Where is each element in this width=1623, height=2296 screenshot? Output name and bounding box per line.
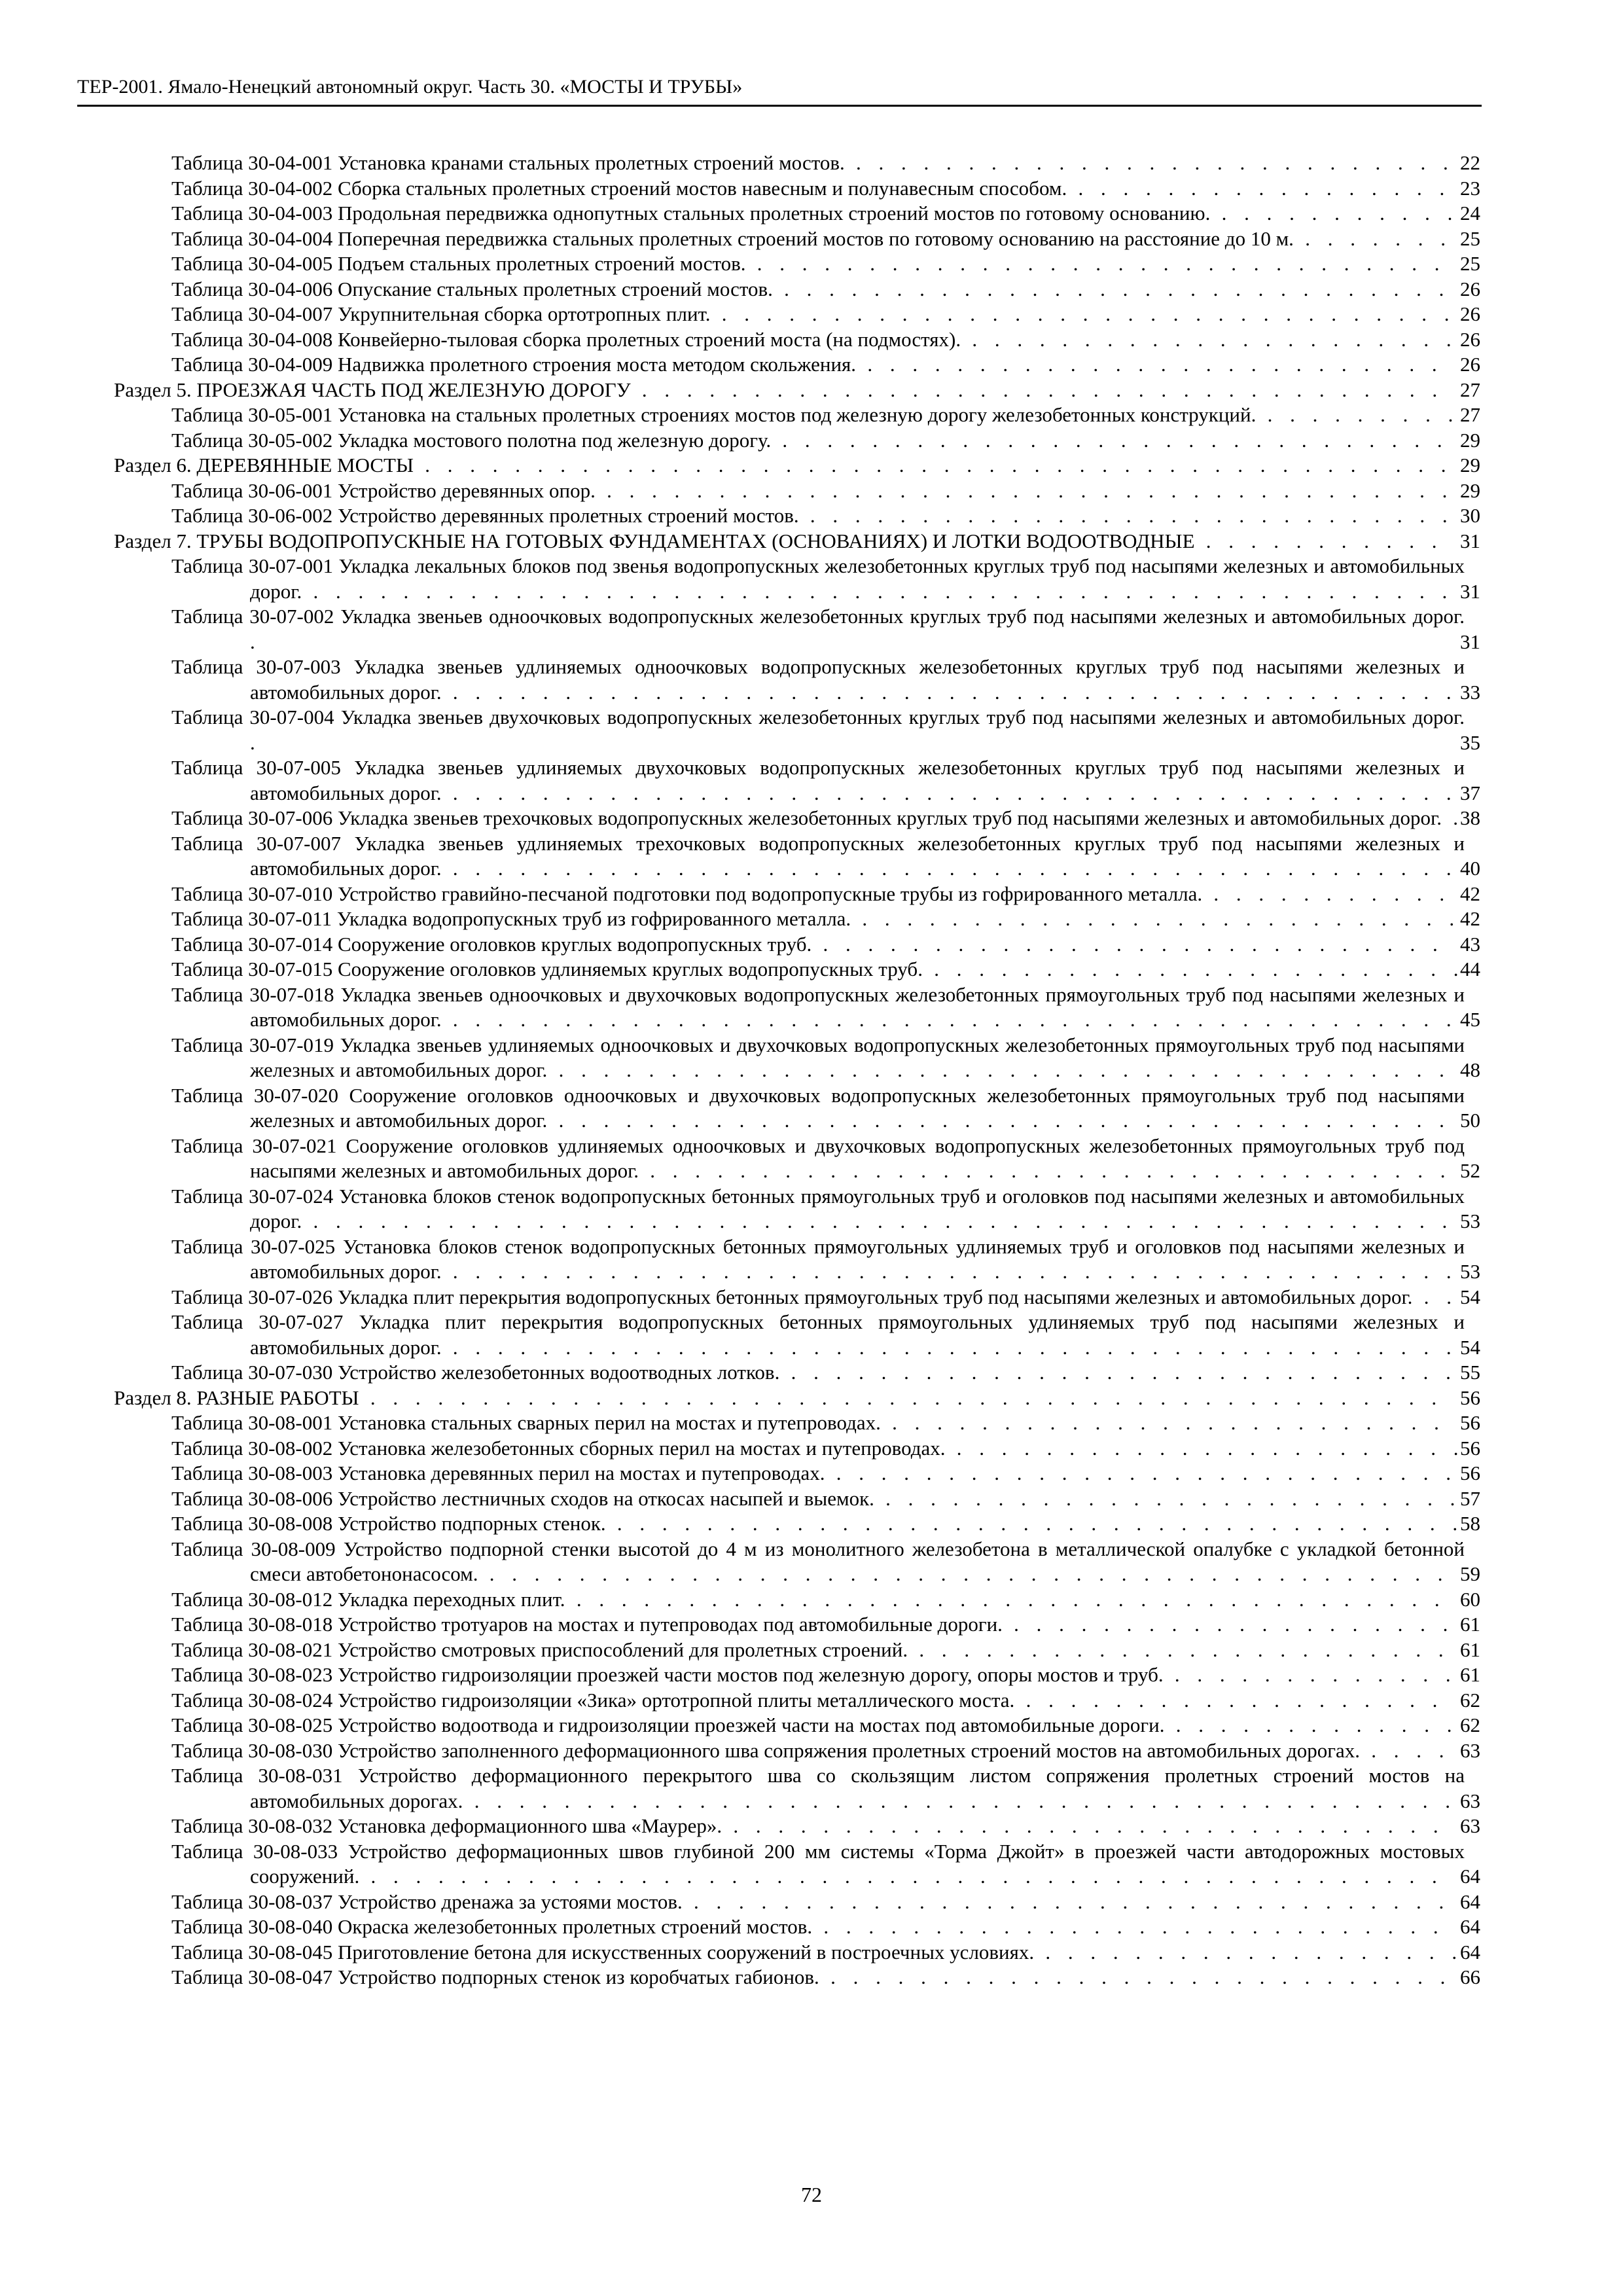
toc-table-entry[interactable] xyxy=(171,1184,1623,1234)
dot-leader: . . . . . . . . . . . . . . . . . . . . . . . . . . . . . . xyxy=(779,1361,1457,1384)
toc-page-number: 25 xyxy=(1460,226,1480,250)
toc-page-number: 29 xyxy=(1460,428,1480,452)
toc-page-number: 62 xyxy=(1460,1713,1480,1736)
dot-leader: . xyxy=(250,630,262,653)
dot-leader: . . . . . . . . . . . . . . . . . . . . . . . . . . . . xyxy=(812,932,1444,956)
toc-table-entry[interactable] xyxy=(171,327,1623,353)
toc-entry-title: Таблица 30-04-009 Надвижка пролетного строения моста методом скольжения. xyxy=(171,353,857,376)
toc-page-number: 26 xyxy=(1460,327,1480,351)
toc-page-number: 56 xyxy=(1460,1436,1480,1460)
toc-page-number: 52 xyxy=(1460,1159,1480,1182)
header-rule xyxy=(77,105,1482,107)
dot-leader: . . . . . . . . . . . . . . . . . . . . . . . . . . . . . . . . . . . . . . . . . . . . . xyxy=(441,1260,1458,1283)
toc-table-entry[interactable] xyxy=(171,1461,1623,1486)
toc-entry-title: Таблица 30-04-007 Укрупнительная сборка ортотропных плит. xyxy=(171,302,711,325)
table-of-contents xyxy=(0,151,1623,1990)
dot-leader: . . . . . . . . . . . . . xyxy=(1163,1663,1457,1686)
toc-page-number: 58 xyxy=(1460,1512,1480,1535)
toc-page-number: 53 xyxy=(1460,1210,1480,1232)
toc-page-number: 56 xyxy=(1460,1411,1480,1434)
toc-page-number: 59 xyxy=(1460,1562,1480,1585)
toc-page-number: 38 xyxy=(1460,806,1480,829)
toc-page-number: 44 xyxy=(1460,958,1480,980)
toc-table-entry[interactable] xyxy=(171,1511,1623,1537)
toc-table-entry[interactable] xyxy=(171,1410,1623,1436)
toc-entry-title: Таблица 30-08-012 Укладка переходных плит. xyxy=(171,1587,565,1611)
dot-leader: . . . . . . . . . . . . . . . . . . . . . . . xyxy=(945,1436,1465,1460)
toc-entry-title: Таблица 30-07-021 Сооружение оголовков удлиняемых одноочковых и двухочковых водопропускных железобетонных прямоугольных труб под насыпями железных и автомобильных дорог. xyxy=(171,1134,1465,1182)
dot-leader: . . . . . . . . . . . . . . . . . . . . . . . . . . . . . . . . . . . . . . . . . . . . . xyxy=(441,680,1458,704)
dot-leader: . . . . . . . . . . . . . . . . . . . . . . . . . . . . . . . . xyxy=(722,1814,1445,1837)
dot-leader: . . . . . . . . . . . xyxy=(1202,882,1451,905)
toc-entry-title: Раздел 6. ДЕРЕВЯННЫЕ МОСТЫ xyxy=(114,454,414,476)
toc-entry-title: Таблица 30-07-011 Укладка водопропускных труб из гофрированного металла. xyxy=(171,907,851,930)
toc-entry-title: Таблица 30-07-007 Укладка звеньев удлиняемых трехочковых водопропускных железобетонных круглых труб под насыпями железных и автомобильных дорог. xyxy=(171,831,1465,880)
dot-leader: . . . . . . . . . . . . . . . . . . . . . . . . . . . . . . . . . . . . . . . . . . . . . xyxy=(441,1008,1458,1031)
toc-table-entry[interactable] xyxy=(171,882,1623,907)
toc-page-number: 64 xyxy=(1460,1915,1480,1938)
toc-entry-title: Таблица 30-04-004 Поперечная передвижка стальных пролетных строений мостов по готовому основанию на расстояние до 10 м. xyxy=(171,226,1294,250)
toc-table-entry[interactable] xyxy=(171,1763,1623,1814)
dot-leader: . . . . . . . . . . . . . . . . . . . . . . . . . . . . . . . . . . . . . . . . xyxy=(547,1109,1451,1132)
toc-entry-title: Таблица 30-08-002 Установка железобетонных сборных перил на мостах и путепроводах. xyxy=(171,1436,946,1460)
toc-table-entry[interactable] xyxy=(171,503,1623,529)
toc-entry-title: Таблица 30-06-001 Устройство деревянных опор. xyxy=(171,478,596,502)
toc-entry-title: Таблица 30-08-031 Устройство деформационного перекрытого шва со скользящим листом сопряжения пролетных строений мостов на автомобильных дорогах. xyxy=(171,1764,1465,1812)
toc-table-entry[interactable] xyxy=(171,1234,1623,1285)
toc-page-number: 35 xyxy=(1460,730,1480,754)
toc-section-entry[interactable] xyxy=(114,529,1623,554)
dot-leader: . . . . . . . . . . . . . . . . . . . . . . . . . . . . . . xyxy=(772,277,1450,300)
toc-entry-title: Таблица 30-08-003 Установка деревянных перил на мостах и путепроводах. xyxy=(171,1462,825,1484)
toc-entry-title: Раздел 5. ПРОЕЗЖАЯ ЧАСТЬ ПОД ЖЕЛЕЗНУЮ ДОРОГУ xyxy=(114,378,631,401)
toc-page-number: 26 xyxy=(1460,277,1480,300)
toc-entry-title: Таблица 30-07-027 Укладка плит перекрытия водопропускных бетонных прямоугольных удлиняемых труб под насыпями железных и автомобильных дорог. xyxy=(171,1310,1465,1359)
dot-leader: . . . . . . . . . . . . . xyxy=(1164,1713,1458,1736)
toc-page-number: 57 xyxy=(1460,1486,1480,1510)
toc-table-entry[interactable] xyxy=(171,201,1623,226)
dot-leader: . . . . . . . . . . . . . . . . . . . . . . . . xyxy=(908,1638,1450,1661)
toc-table-entry[interactable] xyxy=(171,1310,1623,1360)
toc-table-entry[interactable] xyxy=(171,176,1623,202)
dot-leader: . . . . . . . . . . . . . . . . . . . . . . . . . . . . . . . . . . . . . . . . xyxy=(547,1058,1451,1081)
dot-leader: . . . . . . . . . . . . . . . . . xyxy=(1067,176,1451,200)
toc-page-number: 26 xyxy=(1460,302,1480,325)
toc-table-entry[interactable] xyxy=(171,277,1623,302)
toc-table-entry[interactable] xyxy=(171,302,1623,327)
toc-page-number: 61 xyxy=(1460,1638,1480,1661)
toc-entry-title: Таблица 30-08-032 Установка деформационного шва «Маурер». xyxy=(171,1814,722,1837)
toc-table-entry[interactable] xyxy=(171,1662,1623,1688)
toc-entry-title: Таблица 30-07-020 Сооружение оголовков одноочковых и двухочковых водопропускных железобетонных прямоугольных труб под насыпями железных и автомобильных дорог. xyxy=(171,1083,1465,1132)
toc-table-entry[interactable] xyxy=(171,1587,1623,1613)
toc-page-number: 33 xyxy=(1460,680,1480,704)
toc-table-entry[interactable] xyxy=(171,1839,1623,1890)
toc-page-number: 55 xyxy=(1460,1361,1480,1384)
toc-table-entry[interactable] xyxy=(171,1537,1623,1587)
toc-page-number: 48 xyxy=(1460,1058,1480,1081)
toc-page-number: 45 xyxy=(1460,1008,1480,1031)
toc-table-entry[interactable] xyxy=(171,478,1623,504)
toc-table-entry[interactable] xyxy=(171,1914,1623,1940)
dot-leader: . xyxy=(1441,806,1465,829)
toc-page-number: 23 xyxy=(1460,176,1480,200)
toc-page-number: 37 xyxy=(1460,781,1480,804)
dot-leader: . . . . xyxy=(1360,1738,1451,1762)
dot-leader: . . . . . . . . . . . . . . . . . . . . . . . . . . . . . . . . . xyxy=(710,302,1456,325)
toc-table-entry[interactable] xyxy=(171,1814,1623,1839)
toc-page-number: 64 xyxy=(1460,1865,1480,1888)
toc-table-entry[interactable] xyxy=(171,1965,1623,1990)
toc-page-number: 25 xyxy=(1460,252,1480,275)
toc-entry-title: Таблица 30-07-006 Укладка звеньев трехочковых водопропускных железобетонных круглых труб под насыпями железных и автомобильных дорог. xyxy=(171,806,1442,829)
toc-page-number: 42 xyxy=(1460,907,1480,930)
toc-entry-title: Таблица 30-08-024 Устройство гидроизоляции «Зика» ортотропной плиты металлического моста. xyxy=(171,1688,1015,1712)
toc-section-entry[interactable] xyxy=(114,1386,1623,1411)
dot-leader: . xyxy=(250,730,262,754)
toc-entry-title: Таблица 30-07-025 Установка блоков стенок водопропускных бетонных прямоугольных удлиняемых труб и оголовков под насыпями железных и автомобильных дорог. xyxy=(171,1234,1465,1283)
toc-page-number: 62 xyxy=(1460,1688,1480,1712)
toc-page-number: 29 xyxy=(1460,454,1480,476)
toc-entry-title: Таблица 30-08-033 Устройство деформационных швов глубиной 200 мм системы «Торма Джойт» в проезжей части автодорожных мостовых сооружений. xyxy=(171,1839,1465,1888)
dot-leader: . . . . . . . . . . . . . . . . . . . . . . . . . . . . . . . . . . xyxy=(682,1890,1450,1913)
toc-page-number: 60 xyxy=(1460,1587,1480,1611)
toc-table-entry[interactable] xyxy=(171,226,1623,252)
toc-entry-title: Таблица 30-07-026 Укладка плит перекрытия водопропускных бетонных прямоугольных труб под насыпями железных и автомобильных дорог. xyxy=(171,1285,1413,1308)
dot-leader: . . . . . . . xyxy=(1293,226,1452,250)
toc-section-entry[interactable] xyxy=(114,378,1623,403)
toc-page-number: 61 xyxy=(1460,1613,1480,1636)
toc-page-number: 63 xyxy=(1460,1738,1480,1762)
dot-leader: . . . . . . . . . . . . . . . . . . . . . . . . . xyxy=(880,1411,1446,1434)
toc-page-number: 29 xyxy=(1460,478,1480,502)
toc-table-entry[interactable] xyxy=(171,251,1623,277)
toc-table-entry[interactable] xyxy=(171,806,1623,831)
toc-table-entry[interactable] xyxy=(171,604,1623,655)
toc-page-number: 22 xyxy=(1460,151,1480,174)
toc-table-entry[interactable] xyxy=(171,932,1623,958)
toc-entry-title: Таблица 30-08-023 Устройство гидроизоляции проезжей части мостов под железную дорогу, опоры мостов и труб. xyxy=(171,1663,1164,1686)
toc-page-number: 40 xyxy=(1460,857,1480,880)
dot-leader: . . . . . . . . . . . . . . . . . . . . . . . . . . . . . . xyxy=(771,428,1449,452)
dot-leader: . . . . . . . . . . . . . . . . . . . . . . . . . . . . . . . . . . . . . . . . . . . . . . . . xyxy=(359,1386,1443,1409)
toc-entry-title: Таблица 30-07-030 Устройство железобетонных водоотводных лотков. xyxy=(171,1361,780,1384)
toc-page-number: 54 xyxy=(1460,1285,1480,1308)
toc-entry-title: Таблица 30-08-018 Устройство тротуаров на мостах и путепроводах под автомобильные дороги. xyxy=(171,1613,1003,1636)
dot-leader: . . . . . . . . . . . . . . . . . . . . . . . . . . xyxy=(856,353,1444,376)
toc-table-entry[interactable] xyxy=(171,403,1623,428)
toc-table-entry[interactable] xyxy=(171,428,1623,454)
dot-leader: . . . . . . . . . . . . . . . . . . . . . . . . . . . . . . . . . . . . . . . xyxy=(565,1587,1446,1611)
toc-entry-title: Раздел 7. ТРУБЫ ВОДОПРОПУСКНЫЕ НА ГОТОВЫХ ФУНДАМЕНТАХ (ОСНОВАНИЯХ) И ЛОТКИ ВОДООТВОДНЫЕ xyxy=(114,529,1195,552)
toc-table-entry[interactable] xyxy=(171,1033,1623,1083)
toc-page-number: 31 xyxy=(1460,630,1480,653)
dot-leader: . . . . . . . . . . . . . . . . . . . . . . . . . . . . . . . . . . . . . . . . . . . . . xyxy=(441,857,1458,880)
toc-page-number: 43 xyxy=(1460,932,1480,956)
toc-table-entry[interactable] xyxy=(171,1890,1623,1915)
toc-table-entry[interactable] xyxy=(171,1612,1623,1638)
dot-leader: . . . . . . . . . . . . . . . . . . . . . . . . . . . . . . . . . . . . . . . . . . . . . xyxy=(441,1335,1458,1359)
toc-table-entry[interactable] xyxy=(171,1940,1623,1965)
toc-entry-title: Таблица 30-07-010 Устройство гравийно-песчаной подготовки под водопропускные трубы из гофрированного металла. xyxy=(171,882,1203,905)
dot-leader: . . . . . . . . . . . . . . . . . . . . . . . . . . . . . . . . . . . . . . . . . . . . . xyxy=(441,781,1458,804)
toc-table-entry[interactable] xyxy=(171,554,1623,604)
dot-leader: . . . . . . . . . . . . . . . . . . . . . . . . . . . xyxy=(844,151,1455,174)
toc-table-entry[interactable] xyxy=(171,352,1623,378)
toc-entry-title: Таблица 30-07-015 Сооружение оголовков удлиняемых круглых водопропускных труб. xyxy=(171,958,923,980)
toc-page-number: 56 xyxy=(1460,1462,1480,1484)
toc-page-number: 30 xyxy=(1460,504,1480,527)
dot-leader: . . . . . . . . . . . . . . . . . . . . . . . . . . . . . . . . . . . . . . xyxy=(595,478,1454,502)
toc-entry-title: Таблица 30-06-002 Устройство деревянных пролетных строений мостов. xyxy=(171,504,799,527)
dot-leader: . . . . . . . . . . . . . . . . . . . xyxy=(1034,1940,1463,1964)
toc-entry-title: Таблица 30-08-008 Устройство подпорных стенок. xyxy=(171,1512,606,1535)
dot-leader: . . xyxy=(1412,1285,1458,1308)
toc-page-number: 53 xyxy=(1460,1260,1480,1283)
toc-entry-title: Таблица 30-07-004 Укладка звеньев двухочковых водопропускных железобетонных круглых труб под насыпями железных и автомобильных дорог. xyxy=(171,706,1465,728)
dot-leader: . . . . . . . . . . . . . . . . . . . . . . . . . . . . . . . . . . . . . . . . . . . . . . xyxy=(413,454,1452,476)
toc-page-number: 27 xyxy=(1460,378,1480,401)
toc-page-number: 64 xyxy=(1460,1940,1480,1964)
running-header: ТЕР-2001. Ямало-Ненецкий автономный округ. Часть 30. «МОСТЫ И ТРУБЫ» xyxy=(77,76,743,98)
dot-leader: . . . . . . . . . . . . . . . . . . . . . . xyxy=(961,327,1458,351)
toc-entry-title: Таблица 30-08-037 Устройство дренажа за устоями мостов. xyxy=(171,1890,683,1913)
toc-table-entry[interactable] xyxy=(171,1360,1623,1386)
toc-table-entry[interactable] xyxy=(171,1638,1623,1663)
toc-page-number: 56 xyxy=(1460,1386,1480,1409)
toc-entry-title: Таблица 30-04-005 Подъем стальных пролетных строений мостов. xyxy=(171,252,746,275)
toc-entry-title: Таблица 30-04-002 Сборка стальных пролетных строений мостов навесным и полунавесным способом. xyxy=(171,176,1067,200)
toc-table-entry[interactable] xyxy=(171,982,1623,1033)
toc-entry-title: Таблица 30-07-002 Укладка звеньев одноочковых водопропускных железобетонных круглых труб под насыпями железных и автомобильных дорог. xyxy=(171,605,1465,628)
toc-entry-title: Таблица 30-08-021 Устройство смотровых приспособлений для пролетных строений. xyxy=(171,1638,908,1661)
dot-leader: . . . . . . . . . . . . . . . . . . . . xyxy=(1002,1613,1454,1636)
dot-leader: . . . . . . . . . . . . . . . . . . . . . . . . . . . . xyxy=(819,1965,1452,1988)
toc-entry-title: Таблица 30-07-003 Укладка звеньев удлиняемых одноочковых водопропускных железобетонных круглых труб под насыпями железных и автомобильных дорог. xyxy=(171,655,1465,704)
toc-page-number: 31 xyxy=(1460,529,1480,552)
toc-entry-title: Таблица 30-08-025 Устройство водоотвода и гидроизоляции проезжей части на мостах под автомобильные дороги. xyxy=(171,1713,1165,1736)
toc-table-entry[interactable] xyxy=(171,1083,1623,1134)
toc-entry-title: Таблица 30-08-045 Приготовление бетона для искусственных сооружений в построечных условиях. xyxy=(171,1940,1035,1964)
toc-entry-title: Таблица 30-04-001 Установка кранами стальных пролетных строений мостов. xyxy=(171,151,845,174)
toc-table-entry[interactable] xyxy=(171,1134,1623,1184)
toc-table-entry[interactable] xyxy=(171,831,1623,882)
dot-leader: . . . . . . . . . . . xyxy=(1210,202,1459,224)
toc-entry-title: Таблица 30-04-008 Конвейерно-тыловая сборка пролетных строений моста (на подмостях). xyxy=(171,327,961,351)
dot-leader: . . . . . . . . . . . . . . . . . . . . . . . . . . xyxy=(874,1486,1461,1510)
toc-entry-title: Таблица 30-08-001 Установка стальных сварных перил на мостах и путепроводах. xyxy=(171,1411,881,1434)
toc-page-number: 63 xyxy=(1460,1814,1480,1837)
toc-entry-title: Таблица 30-07-018 Укладка звеньев одноочковых и двухочковых водопропускных железобетонных прямоугольных труб под насыпями железных и автомобильных дорог. xyxy=(171,982,1465,1031)
toc-page-number: 66 xyxy=(1460,1965,1480,1988)
page-number: 72 xyxy=(801,2183,822,2206)
toc-entry-title: Таблица 30-07-001 Укладка лекальных блоков под звенья водопропускных железобетонных круглых труб под насыпями железных и автомобильных дорог. xyxy=(171,554,1465,603)
dot-leader: . . . . . . . . . . . . . . . . . . . . . . . . . . . . . . . . . . . . . . . . . . . . . . . . . . . xyxy=(302,1210,1454,1232)
toc-entry-title: Таблица 30-08-006 Устройство лестничных сходов на откосах насыпей и выемок. xyxy=(171,1486,874,1510)
toc-entry-title: Таблица 30-04-006 Опускание стальных пролетных строений мостов. xyxy=(171,277,773,300)
dot-leader: . . . . . . . . . . . . . . . . . . . . . . . . . . . . xyxy=(825,1462,1457,1484)
toc-table-entry[interactable] xyxy=(171,1285,1623,1310)
dot-leader: . . . . . . . . . . . . . . . . . . . . . . . . . . . . . . . . . . . . xyxy=(630,378,1444,401)
dot-leader: . . . . . . . . . . . . . . . . . . . . . . . . . . . . . . . . . . . . . . . . . . . . xyxy=(463,1789,1457,1812)
dot-leader: . . . . . . . . . . . . . . . . . . . . . . . . . . . xyxy=(851,907,1461,930)
toc-entry-title: Таблица 30-08-047 Устройство подпорных стенок из коробчатых габионов. xyxy=(171,1965,819,1988)
toc-table-entry[interactable] xyxy=(171,755,1623,806)
toc-table-entry[interactable] xyxy=(171,1738,1623,1764)
toc-page-number: 42 xyxy=(1460,882,1480,905)
toc-page-number: 54 xyxy=(1460,1335,1480,1359)
toc-page-number: 26 xyxy=(1460,353,1480,376)
toc-page-number: 24 xyxy=(1460,202,1480,224)
toc-page-number: 61 xyxy=(1460,1663,1480,1686)
dot-leader: . . . . . . . . . . . . . . . . . . . . . . . . . . . . . . . . . . . . . . . . . . . . . . . . xyxy=(359,1865,1444,1888)
dot-leader: . . . . . . . . . . . . . . . . . . . . . . . . . . . . xyxy=(812,1915,1445,1938)
toc-entry-title: Таблица 30-04-003 Продольная передвижка однопутных стальных пролетных строений мостов по готовому основанию. xyxy=(171,202,1211,224)
toc-table-entry[interactable] xyxy=(171,1713,1623,1738)
toc-page-number: 27 xyxy=(1460,403,1480,426)
toc-entry-title: Таблица 30-07-019 Укладка звеньев удлиняемых одноочковых и двухочковых водопропускных железобетонных прямоугольных труб под насыпями железных и автомобильных дорог. xyxy=(171,1033,1465,1081)
dot-leader: . . . . . . . . . . . xyxy=(1194,529,1444,552)
toc-table-entry[interactable] xyxy=(171,1436,1623,1462)
dot-leader: . . . . . . . . . xyxy=(1256,403,1459,426)
dot-leader: . . . . . . . . . . . . . . . . . . . . . . . . . . . . . . . . . . . . . . . . . . . xyxy=(478,1562,1450,1585)
toc-entry-title: Раздел 8. РАЗНЫЕ РАБОТЫ xyxy=(114,1386,359,1409)
toc-entry-title: Таблица 30-08-030 Устройство заполненного деформационного шва сопряжения пролетных строений мостов на автомобильных дорогах. xyxy=(171,1738,1361,1762)
toc-entry-title: Таблица 30-07-024 Установка блоков стенок водопропускных бетонных прямоугольных труб и оголовков под насыпями железных и автомобильных дорог. xyxy=(171,1184,1465,1232)
toc-table-entry[interactable] xyxy=(171,906,1623,932)
toc-entry-title: Таблица 30-07-005 Укладка звеньев удлиняемых двухочковых водопропускных железобетонных круглых труб под насыпями железных и автомобильных дорог. xyxy=(171,756,1465,804)
dot-leader: . . . . . . . . . . . . . . . . . . . . . . . . . . . . . . . xyxy=(745,252,1446,275)
toc-entry-title: Таблица 30-08-009 Устройство подпорной стенки высотой до 4 м из монолитного железобетона в металлической опалубке с укладкой бетонной смеси автобетононасосом. xyxy=(171,1537,1465,1585)
toc-entry-title: Таблица 30-07-014 Сооружение оголовков круглых водопропускных труб. xyxy=(171,932,812,956)
dot-leader: . . . . . . . . . . . . . . . . . . . . . . . . . . . . . . . . . . . . xyxy=(639,1159,1452,1182)
dot-leader: . . . . . . . . . . . . . . . . . . . . . . . . . . . . . xyxy=(798,504,1454,527)
toc-table-entry[interactable] xyxy=(171,655,1623,705)
toc-page-number: 63 xyxy=(1460,1789,1480,1812)
toc-entry-title: Таблица 30-08-040 Окраска железобетонных пролетных строений мостов. xyxy=(171,1915,813,1938)
toc-table-entry[interactable] xyxy=(171,1688,1623,1713)
dot-leader: . . . . . . . . . . . . . . . . . . . . . . . . . . . . . . . . . . . . . . xyxy=(605,1512,1464,1535)
toc-page-number: 50 xyxy=(1460,1109,1480,1132)
dot-leader: . . . . . . . . . . . . . . . . . . . . . . . . xyxy=(922,958,1465,980)
toc-entry-title: Таблица 30-05-002 Укладка мостового полотна под железную дорогу. xyxy=(171,428,772,452)
toc-page-number: 31 xyxy=(1460,579,1480,603)
toc-entry-title: Таблица 30-05-001 Установка на стальных пролетных строениях мостов под железную дорогу железобетонных конструкций. xyxy=(171,403,1257,426)
toc-table-entry[interactable] xyxy=(171,705,1623,755)
toc-section-entry[interactable] xyxy=(114,453,1623,478)
toc-table-entry[interactable] xyxy=(171,151,1623,176)
toc-table-entry[interactable] xyxy=(171,1486,1623,1512)
dot-leader: . . . . . . . . . . . . . . . . . . . . . . . . . . . . . . . . . . . . . . . . . . . . . . . . . . . xyxy=(302,579,1454,603)
toc-page-number: 64 xyxy=(1460,1890,1480,1913)
dot-leader: . . . . . . . . . . . . . . . . . . . xyxy=(1014,1688,1444,1712)
toc-table-entry[interactable] xyxy=(171,957,1623,982)
